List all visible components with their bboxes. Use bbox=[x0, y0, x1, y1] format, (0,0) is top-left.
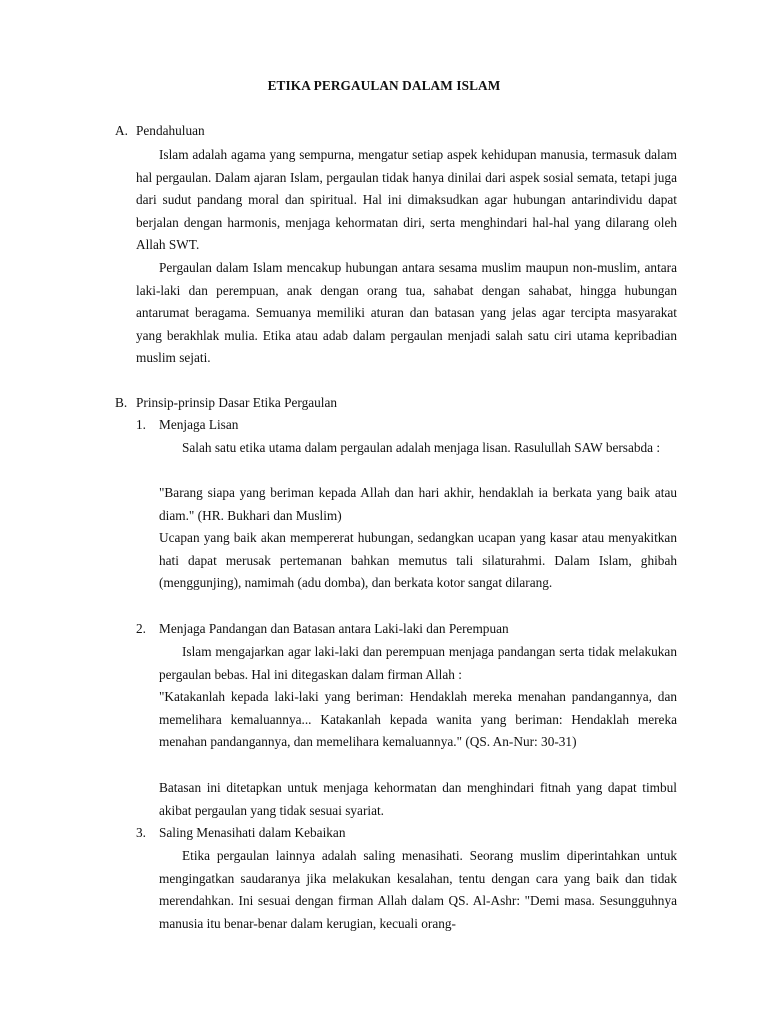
list-item-2-body: Batasan ini ditetapkan untuk menjaga kehormatan dan menghindari fitnah yang dapat timbul akibat pergaulan yang tidak sesuai syariat. bbox=[159, 780, 677, 818]
list-item-1-marker: 1. bbox=[136, 417, 146, 432]
section-a-paragraph-1: Islam adalah agama yang sempurna, mengatur setiap aspek kehidupan manusia, termasuk dalam hal pergaulan. Dalam ajaran Islam, pergaulan tidak hanya dinilai dari aspek sosial semata, tetapi juga dari sudut pandang moral dan spiritual. Hal ini dimaksudkan agar hubungan antarindividu dapat berjalan dengan harmonis, menjaga kehormatan diri, serta menghindari hal-hal yang dilarang oleh Allah SWT. bbox=[136, 147, 677, 253]
list-item-2-intro: Islam mengajarkan agar laki-laki dan perempuan menjaga pandangan serta tidak melakukan pergaulan bebas. Hal ini ditegaskan dalam firman Allah : bbox=[159, 644, 677, 682]
list-item-1-intro: Salah satu etika utama dalam pergaulan adalah menjaga lisan. Rasulullah SAW bersabda : bbox=[182, 440, 661, 455]
document-title: ETIKA PERGAULAN DALAM ISLAM bbox=[267, 78, 501, 93]
list-item-3-intro: Etika pergaulan lainnya adalah saling menasihati. Seorang muslim diperintahkan untuk mengingatkan saudaranya jika melakukan kesalahan, tentu dengan cara yang baik dan tidak merendahkan. Ini sesuai dengan firman Allah dalam QS. Al-Ashr: "Demi masa. Sesungguhnya manusia itu benar-benar dalam kerugian, kecuali orang- bbox=[159, 848, 677, 931]
list-item-2-title: Menjaga Pandangan dan Batasan antara Laki-laki dan Perempuan bbox=[159, 621, 509, 636]
list-item-1-quote: "Barang siapa yang beriman kepada Allah dan hari akhir, hendaklah ia berkata yang baik atau diam." (HR. Bukhari dan Muslim) bbox=[159, 485, 677, 523]
list-item-2-quote: "Katakanlah kepada laki-laki yang beriman: Hendaklah mereka menahan pandangannya, dan memelihara kemaluannya... Katakanlah kepada wanita yang beriman: Hendaklah mereka menahan pandangannya, dan memelihara kemaluannya." (QS. An-Nur: 30-31) bbox=[159, 689, 677, 750]
section-a-marker: A. bbox=[115, 123, 128, 138]
list-item-1-body: Ucapan yang baik akan mempererat hubungan, sedangkan ucapan yang kasar atau menyakitkan hati dapat merusak pertemanan bahkan memutus tali silaturahmi. Dalam Islam, ghibah (menggunjing), namimah (adu domba), dan berkata kotor sangat dilarang. bbox=[159, 530, 677, 591]
section-b-marker: B. bbox=[115, 395, 128, 410]
section-a-paragraph-2: Pergaulan dalam Islam mencakup hubungan antara sesama muslim maupun non-muslim, antara laki-laki dan perempuan, anak dengan orang tua, sahabat dengan sahabat, hingga hubungan antarumat beragama. Semuanya memiliki aturan dan batasan yang jelas agar tercipta masyarakat yang berakhlak mulia. Etika atau adab dalam pergaulan menjadi salah satu ciri utama kepribadian muslim sejati. bbox=[136, 260, 677, 366]
section-b-title: Prinsip-prinsip Dasar Etika Pergaulan bbox=[136, 395, 338, 410]
section-a-title: Pendahuluan bbox=[136, 123, 205, 138]
list-item-3-marker: 3. bbox=[136, 825, 146, 840]
list-item-3-title: Saling Menasihati dalam Kebaikan bbox=[159, 825, 346, 840]
list-item-1-title: Menjaga Lisan bbox=[159, 417, 239, 432]
list-item-2-marker: 2. bbox=[136, 621, 146, 636]
